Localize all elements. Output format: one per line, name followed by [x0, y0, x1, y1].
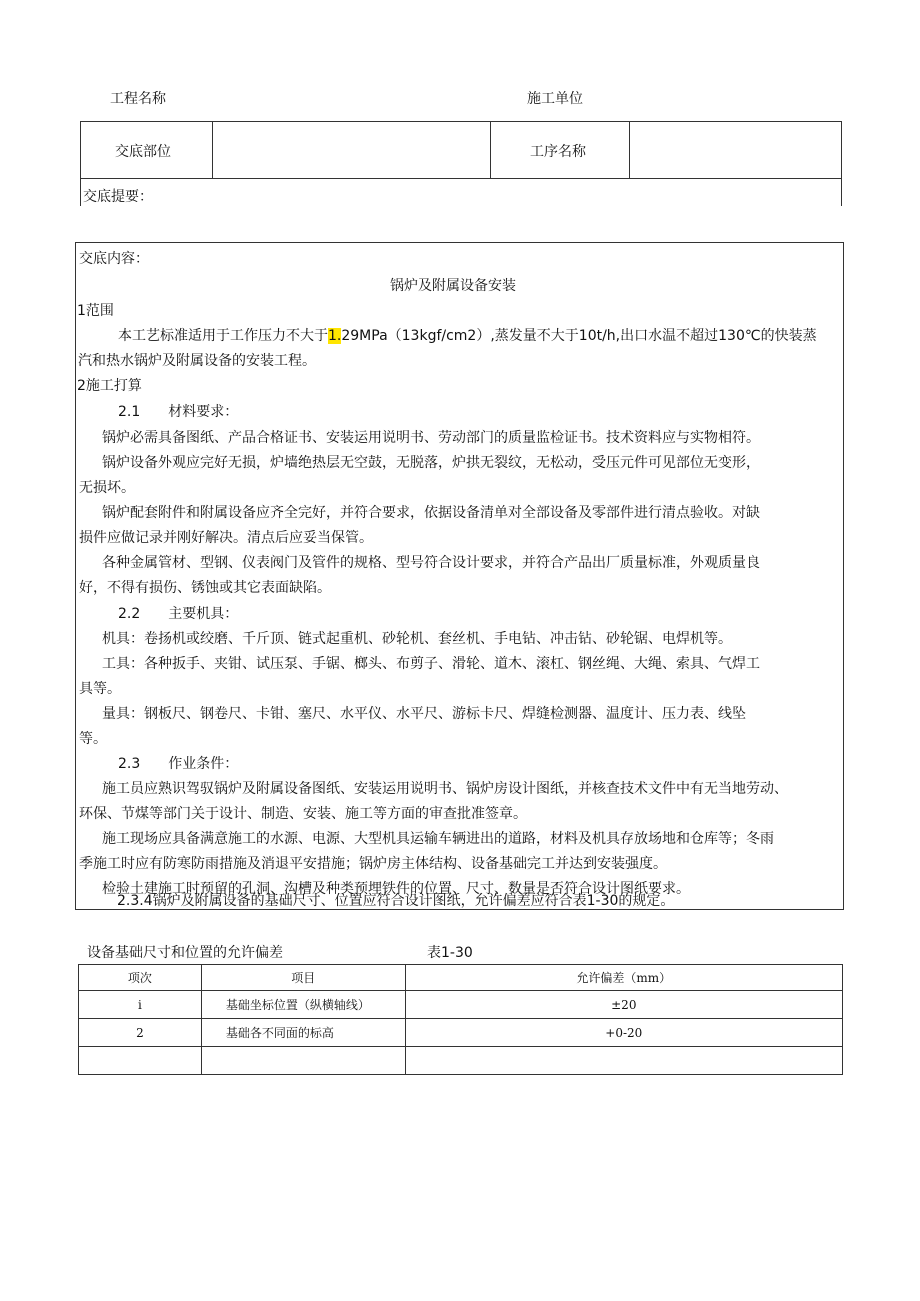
- deviation-table: [78, 964, 843, 1075]
- paragraph-line: 施工现场应具备满意施工的水源、电源、大型机具运输车辆进出的道路，材料及机具存放场地和仓库等；冬雨: [102, 831, 774, 847]
- subsection-heading: 2.2 主要机具：: [118, 606, 239, 622]
- paragraph-line: 锅炉必需具备图纸、产品合格证书、安装运用说明书、劳动部门的质量监检证书。技术资料应与实物相符。: [102, 430, 760, 446]
- table-cell: 基础各不同面的标高: [201, 1019, 405, 1047]
- divider: [629, 122, 630, 178]
- section-heading: 2施工打算: [77, 378, 142, 394]
- paragraph-line: 汽和热水锅炉及附属设备的安装工程。: [78, 353, 316, 369]
- paragraph-line: 检验土建施工时预留的孔洞、沟槽及种类预埋铁件的位置、尺寸、数量是否符合设计图纸要求。: [102, 881, 690, 897]
- disclosure-row: [81, 122, 841, 179]
- summary-label: 交底提要：: [83, 189, 153, 205]
- highlighted-text: 1.: [328, 328, 342, 344]
- table-header: 允许偏差（mm）: [405, 965, 842, 991]
- table-cell: +0-20: [405, 1019, 842, 1047]
- paragraph-line: 机具：卷扬机或绞磨、千斤顶、链式起重机、砂轮机、套丝机、手电钻、冲击钻、砂轮锯、电焊机等。: [102, 631, 732, 647]
- content-title: 锅炉及附属设备安装: [390, 278, 516, 294]
- paragraph-line: 工具：各种扳手、夹钳、试压泵、手锯、榔头、布剪子、滑轮、道木、滚杠、钢丝绳、大绳、索具、气焊工: [102, 656, 760, 672]
- table-cell: [405, 1047, 842, 1075]
- table-number: 表1-30: [427, 945, 473, 961]
- paragraph-line: 季施工时应有防寒防雨措施及消退平安措施；锅炉房主体结构、设备基础完工并达到安装强度。: [79, 856, 667, 872]
- disclosure-part-label: 交底部位: [115, 144, 171, 160]
- paragraph-line: 锅炉配套附件和附属设备应齐全完好，并符合要求，依据设备清单对全部设备及零部件进行清点验收。对缺: [102, 505, 760, 521]
- table-header: 项目: [201, 965, 405, 991]
- process-name-label: 工序名称: [530, 144, 586, 160]
- table-cell: 基础坐标位置（纵横轴线）: [201, 991, 405, 1019]
- scope-text-end: 29MPa（13kgf/cm2）,蒸发量不大于10t/h,出口水温不超过130℃的快装蒸: [341, 328, 817, 344]
- paragraph-line: 等。: [79, 731, 107, 747]
- divider: [490, 122, 491, 178]
- section-heading: 1范围: [77, 303, 114, 319]
- disclosure-header-table: [80, 121, 842, 206]
- paragraph-line: 环保、节煤等部门关于设计、制造、安装、施工等方面的审查批准签章。: [79, 806, 527, 822]
- paragraph-line: 具等。: [79, 681, 121, 697]
- table-cell: i: [79, 991, 202, 1019]
- disclosure-content: [75, 242, 844, 910]
- paragraph-line: 2.3.4锅炉及附属设备的基础尺寸、位置应符合设计图纸，允许偏差应符合表1-30的规定。: [117, 893, 675, 909]
- scope-text: 本工艺标准适用于工作压力不大于: [118, 328, 328, 344]
- content-intro-label: 交底内容：: [79, 251, 149, 267]
- project-name-label: 工程名称: [110, 91, 166, 107]
- table-caption: 设备基础尺寸和位置的允许偏差: [87, 945, 283, 961]
- table-row: [79, 1047, 843, 1075]
- scope-paragraph: [118, 326, 817, 346]
- table-cell: [79, 1047, 202, 1075]
- subsection-heading: 2.3 作业条件：: [118, 756, 239, 772]
- paragraph-line: 无损坏。: [79, 480, 135, 496]
- table-header: 项次: [79, 965, 202, 991]
- table-header-row: [79, 965, 843, 991]
- table-row: [79, 991, 843, 1019]
- table-cell: [201, 1047, 405, 1075]
- construction-unit-label: 施工单位: [527, 91, 583, 107]
- paragraph-line: 损件应做记录并刚好解决。清点后应妥当保管。: [79, 530, 373, 546]
- paragraph-line: 锅炉设备外观应完好无损，炉墙绝热层无空鼓，无脱落，炉拱无裂纹，无松动，受压元件可见部位无变形，: [102, 455, 760, 471]
- divider: [212, 122, 213, 178]
- subsection-heading: 2.1 材料要求：: [118, 404, 239, 420]
- paragraph-line: 各种金属管材、型钢、仪表阀门及管件的规格、型号符合设计要求，并符合产品出厂质量标准，外观质量良: [102, 555, 760, 571]
- table-cell: 2: [79, 1019, 202, 1047]
- paragraph-line: 施工员应熟识驾驭锅炉及附属设备图纸、安装运用说明书、锅炉房设计图纸，并核查技术文件中有无当地劳动、: [102, 781, 788, 797]
- paragraph-line: 量具：钢板尺、钢卷尺、卡钳、塞尺、水平仪、水平尺、游标卡尺、焊缝检测器、温度计、压力表、线坠: [102, 706, 746, 722]
- paragraph-line: 好，不得有损伤、锈蚀或其它表面缺陷。: [79, 580, 331, 596]
- table-row: [79, 1019, 843, 1047]
- table-cell: ±20: [405, 991, 842, 1019]
